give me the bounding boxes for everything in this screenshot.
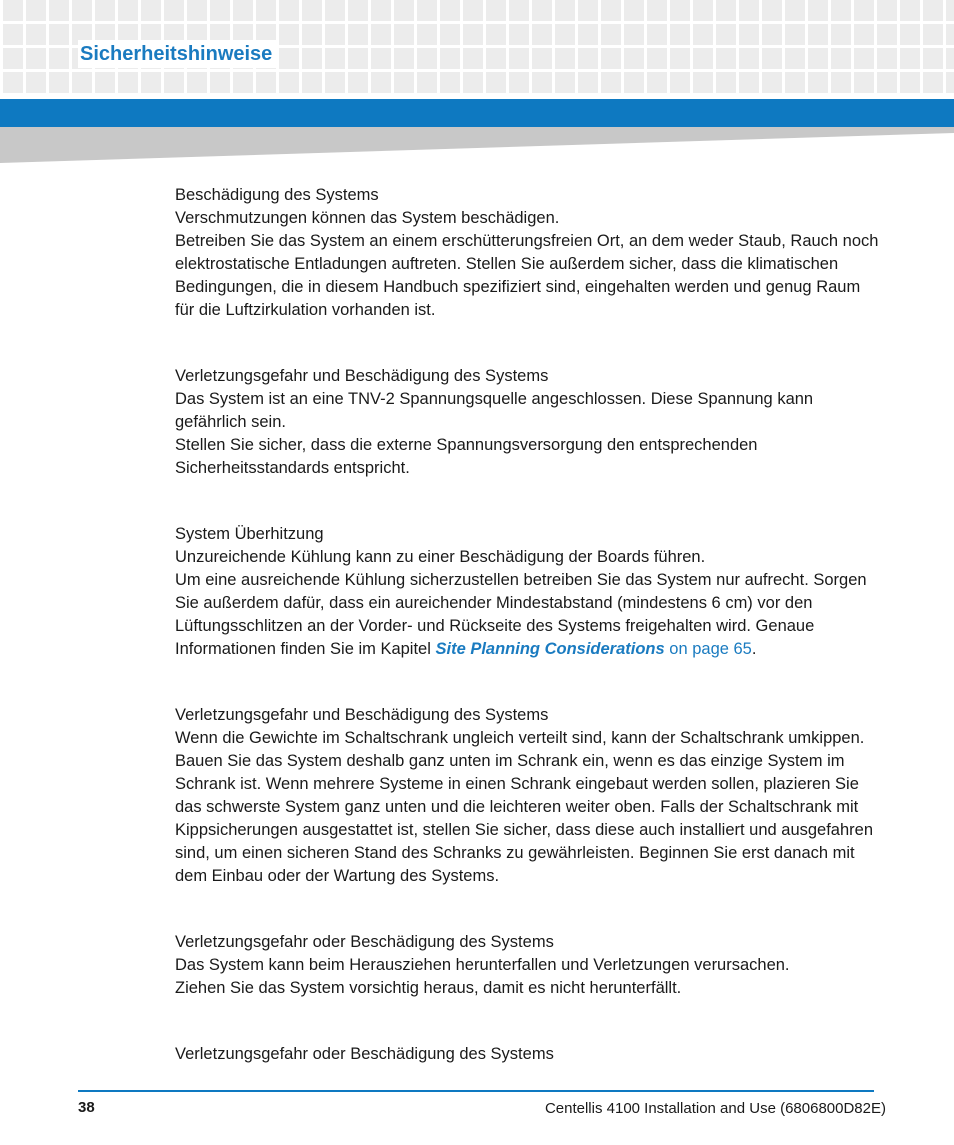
section-overheating (175, 523, 880, 661)
paragraph: Das System kann beim Herausziehen herunterfallen und Verletzungen verursachen. (175, 956, 790, 974)
paragraph: Das System ist an eine TNV-2 Spannungsquelle angeschlossen. Diese Spannung kann gefährlich sein. (175, 390, 814, 431)
section-voltage (175, 365, 880, 480)
section-heading: Verletzungsgefahr und Beschädigung des Systems (175, 706, 549, 724)
paragraph: Betreiben Sie das System an einem erschütterungsfreien Ort, an dem weder Staub, Rauch noch elektrostatische Entladungen auftreten. Stellen Sie außerdem sicher, dass die klimatischen Bedingungen, die in diesem Handbuch spezifiziert sind, eingehalten werden und genug Raum für die Luftzirkulation vorhanden ist. (175, 232, 879, 319)
paragraph: Unzureichende Kühlung kann zu einer Beschädigung der Boards führen. (175, 548, 706, 566)
section-damage (175, 184, 880, 322)
paragraph (175, 569, 880, 661)
paragraph: Stellen Sie sicher, dass die externe Spannungsversorgung den entsprechenden Sicherheitsstandards entspricht. (175, 436, 758, 477)
page-link[interactable]: on page 65 (669, 640, 752, 658)
paragraph-end: . (751, 640, 757, 658)
section-heading: Verletzungsgefahr und Beschädigung des Systems (175, 367, 549, 385)
paragraph: Wenn die Gewichte im Schaltschrank ungleich verteilt sind, kann der Schaltschrank umkippen. Bauen Sie das System deshalb ganz unten im Schrank ein, wenn es das einzige System im Schrank ist. Wenn mehrere Systeme in einen Schrank eingebaut werden sollen, plazieren Sie das schwerste System ganz unten und die leichteren weiter oben. Falls der Schaltschrank mit Kippsicherungen ausgestattet ist, stellen Sie sicher, dass diese auch installiert und ausgefahren sind, um einen sicheren Stand des Schranks zu gewährleisten. Beginnen Sie erst danach mit dem Einbau oder der Wartung des Systems. (175, 729, 874, 885)
paragraph: Ziehen Sie das System vorsichtig heraus, damit es nicht herunterfällt. (175, 979, 682, 997)
section-heading: Beschädigung des Systems (175, 186, 379, 204)
section-heading: Verletzungsgefahr oder Beschädigung des Systems (175, 1045, 554, 1063)
section-heading: Verletzungsgefahr oder Beschädigung des Systems (175, 933, 554, 951)
paragraph-text: Um eine ausreichende Kühlung sicherzustellen betreiben Sie das System nur aufrecht. Sorgen Sie außerdem dafür, dass ein aureichender Mindestabstand (mindestens 6 cm) vor den Lüftungsschlitzen an der Vorder- und Rückseite des Systems freigehalten wird. Genaue Informationen finden Sie im Kapitel (175, 571, 867, 658)
section-last (175, 1043, 880, 1066)
footer-divider (78, 1090, 874, 1092)
chapter-link[interactable]: Site Planning Considerations (435, 640, 665, 658)
header-wedge (0, 127, 954, 163)
page-title: Sicherheitshinweise (78, 40, 276, 68)
section-heading: System Überhitzung (175, 525, 324, 543)
page-number: 38 (78, 1099, 95, 1116)
header-band (0, 99, 954, 127)
section-rack-tipping (175, 704, 880, 888)
content-area (175, 184, 880, 1109)
document-title: Centellis 4100 Installation and Use (6806800D82E) (544, 1100, 886, 1117)
paragraph: Verschmutzungen können das System beschädigen. (175, 209, 560, 227)
section-pull-out (175, 931, 880, 1000)
